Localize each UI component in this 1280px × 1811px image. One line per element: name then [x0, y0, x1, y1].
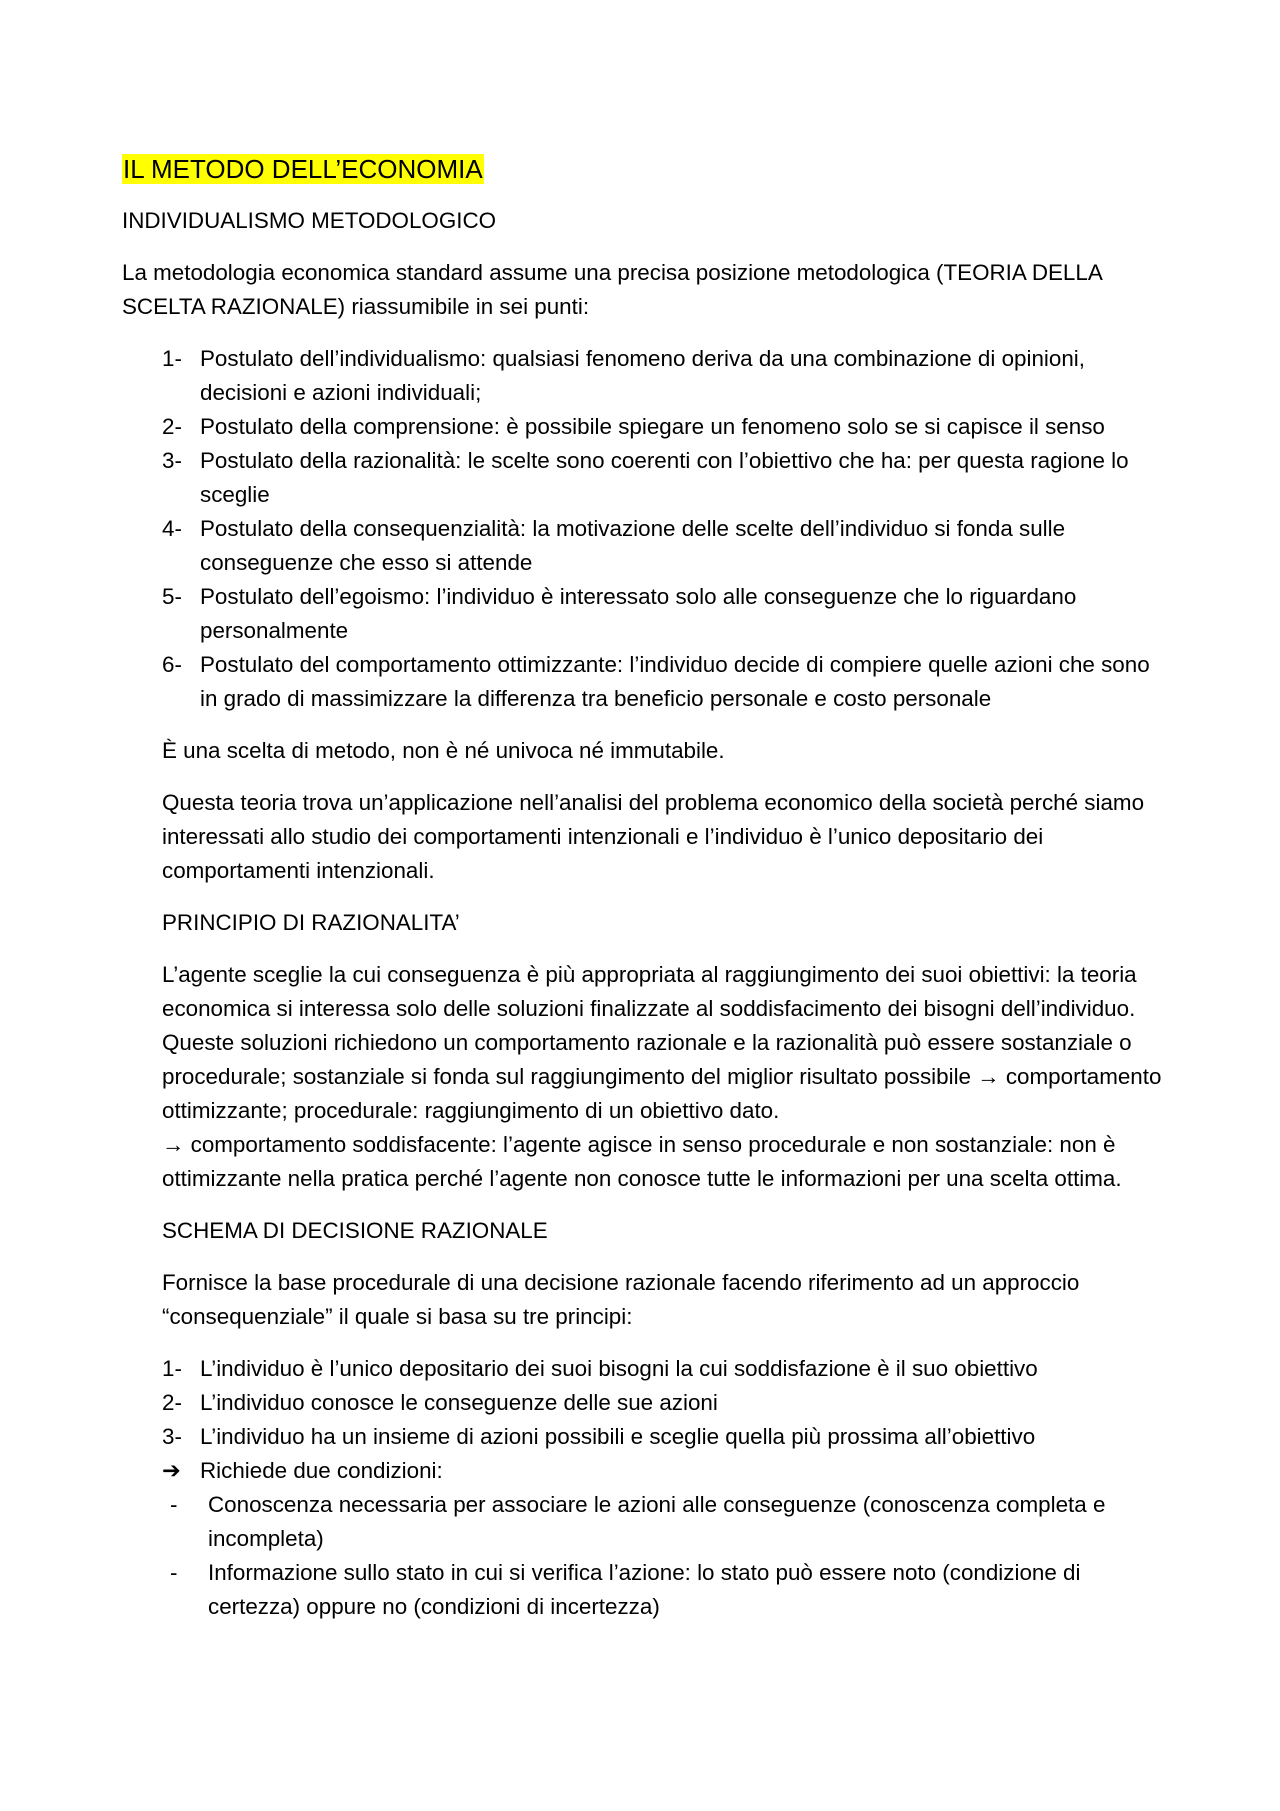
- list-marker: 1-: [162, 346, 182, 371]
- right-arrow-icon: ➔: [162, 1458, 181, 1483]
- list-item: [162, 444, 1162, 512]
- list-marker: 1-: [162, 1356, 182, 1381]
- list-marker: 3-: [162, 1424, 182, 1449]
- condizioni-list: [162, 1488, 1162, 1624]
- list-marker: 6-: [162, 652, 182, 677]
- list-item: [162, 1556, 1162, 1624]
- list-item: [162, 1420, 1162, 1454]
- list-item-text: Postulato dell’individualismo: qualsiasi fenomeno deriva da una combinazione di opinioni, decisioni e azioni individuali;: [200, 346, 1085, 405]
- list-item-text: L’individuo ha un insieme di azioni possibili e sceglie quella più prossima all’obiettivo: [200, 1424, 1036, 1449]
- list-item-text: Richiede due condizioni:: [200, 1458, 443, 1483]
- list-marker: 2-: [162, 1390, 182, 1415]
- list-marker: 5-: [162, 584, 182, 609]
- list-item-text: Postulato della razionalità: le scelte sono coerenti con l’obiettivo che ha: per questa ragione lo sceglie: [200, 448, 1129, 507]
- section-heading-razionalita: PRINCIPIO DI RAZIONALITA’: [162, 910, 460, 935]
- list-item: [162, 1454, 1162, 1488]
- list-item-text: L’individuo conosce le conseguenze delle sue azioni: [200, 1390, 718, 1415]
- list-item: [162, 1352, 1162, 1386]
- list-marker: -: [170, 1560, 178, 1585]
- list-item: [162, 580, 1162, 648]
- title-line: [122, 150, 1162, 188]
- list-marker: -: [170, 1492, 178, 1517]
- list-item-text: Informazione sullo stato in cui si verifica l’azione: lo stato può essere noto (condizione di certezza) oppure no (condizioni di incertezza): [208, 1560, 1081, 1619]
- section-heading-schema: SCHEMA DI DECISIONE RAZIONALE: [162, 1218, 548, 1243]
- section2-text-part1: L’agente sceglie la cui conseguenza è più appropriata al raggiungimento dei suoi obiettivi: la teoria economica si interessa solo delle soluzioni finalizzate al soddisfacimento dei bisogni dell’individuo. Queste soluzioni richiedono un comportamento razionale e la razionalità può essere sostanziale o procedurale; sostanziale si fonda sul raggiungimento del miglior risultato possibile: [162, 962, 1137, 1089]
- postulati-list: [162, 342, 1162, 716]
- list-item: [162, 648, 1162, 716]
- list-item-text: Postulato della comprensione: è possibile spiegare un fenomeno solo se si capisce il senso: [200, 414, 1105, 439]
- section1-paragraph-metodo: È una scelta di metodo, non è né univoca né immutabile.: [162, 738, 725, 763]
- list-item-text: Postulato della consequenzialità: la motivazione delle scelte dell’individuo si fonda sulle conseguenze che esso si attende: [200, 516, 1066, 575]
- section1-intro: La metodologia economica standard assume una precisa posizione metodologica (TEORIA DELLA SCELTA RAZIONALE) riassumibile in sei punti:: [122, 260, 1102, 319]
- section3-intro: Fornisce la base procedurale di una decisione razionale facendo riferimento ad un approccio “consequenziale” il quale si basa su tre principi:: [162, 1270, 1080, 1329]
- section2-paragraph: [162, 958, 1162, 1196]
- right-arrow-icon: →: [977, 1064, 1000, 1089]
- list-item-text: Conoscenza necessaria per associare le azioni alle conseguenze (conoscenza completa e incompleta): [208, 1492, 1106, 1551]
- right-arrow-icon: →: [162, 1132, 185, 1157]
- list-item: [162, 512, 1162, 580]
- section-heading-individualismo: INDIVIDUALISMO METODOLOGICO: [122, 208, 497, 233]
- list-marker: 4-: [162, 516, 182, 541]
- list-marker: 3-: [162, 448, 182, 473]
- list-item: [162, 1386, 1162, 1420]
- list-item-text: L’individuo è l’unico depositario dei suoi bisogni la cui soddisfazione è il suo obiettivo: [200, 1356, 1038, 1381]
- document-title: IL METODO DELL’ECONOMIA: [123, 154, 483, 184]
- section1-paragraph-applicazione: Questa teoria trova un’applicazione nell’analisi del problema economico della società perché siamo interessati allo studio dei comportamenti intenzionali e l’individuo è l’unico depositario dei comportamenti intenzionali.: [162, 790, 1145, 883]
- principi-list: [162, 1352, 1162, 1488]
- document-page: [122, 150, 1162, 1642]
- list-item: [162, 410, 1162, 444]
- list-item: [162, 342, 1162, 410]
- list-item-text: Postulato dell’egoismo: l’individuo è interessato solo alle conseguenze che lo riguardano personalmente: [200, 584, 1077, 643]
- section2-text-part3: comportamento soddisfacente: l’agente agisce in senso procedurale e non sostanziale: non è ottimizzante nella pratica perché l’agente non conosce tutte le informazioni per una scelta ottima.: [162, 1132, 1122, 1191]
- list-item: [162, 1488, 1162, 1556]
- list-item-text: Postulato del comportamento ottimizzante: l’individuo decide di compiere quelle azioni che sono in grado di massimizzare la differenza tra beneficio personale e costo personale: [200, 652, 1150, 711]
- list-marker: 2-: [162, 414, 182, 439]
- section2-text-part2: comportamento ottimizzante; procedurale: raggiungimento di un obiettivo dato.: [162, 1064, 1162, 1123]
